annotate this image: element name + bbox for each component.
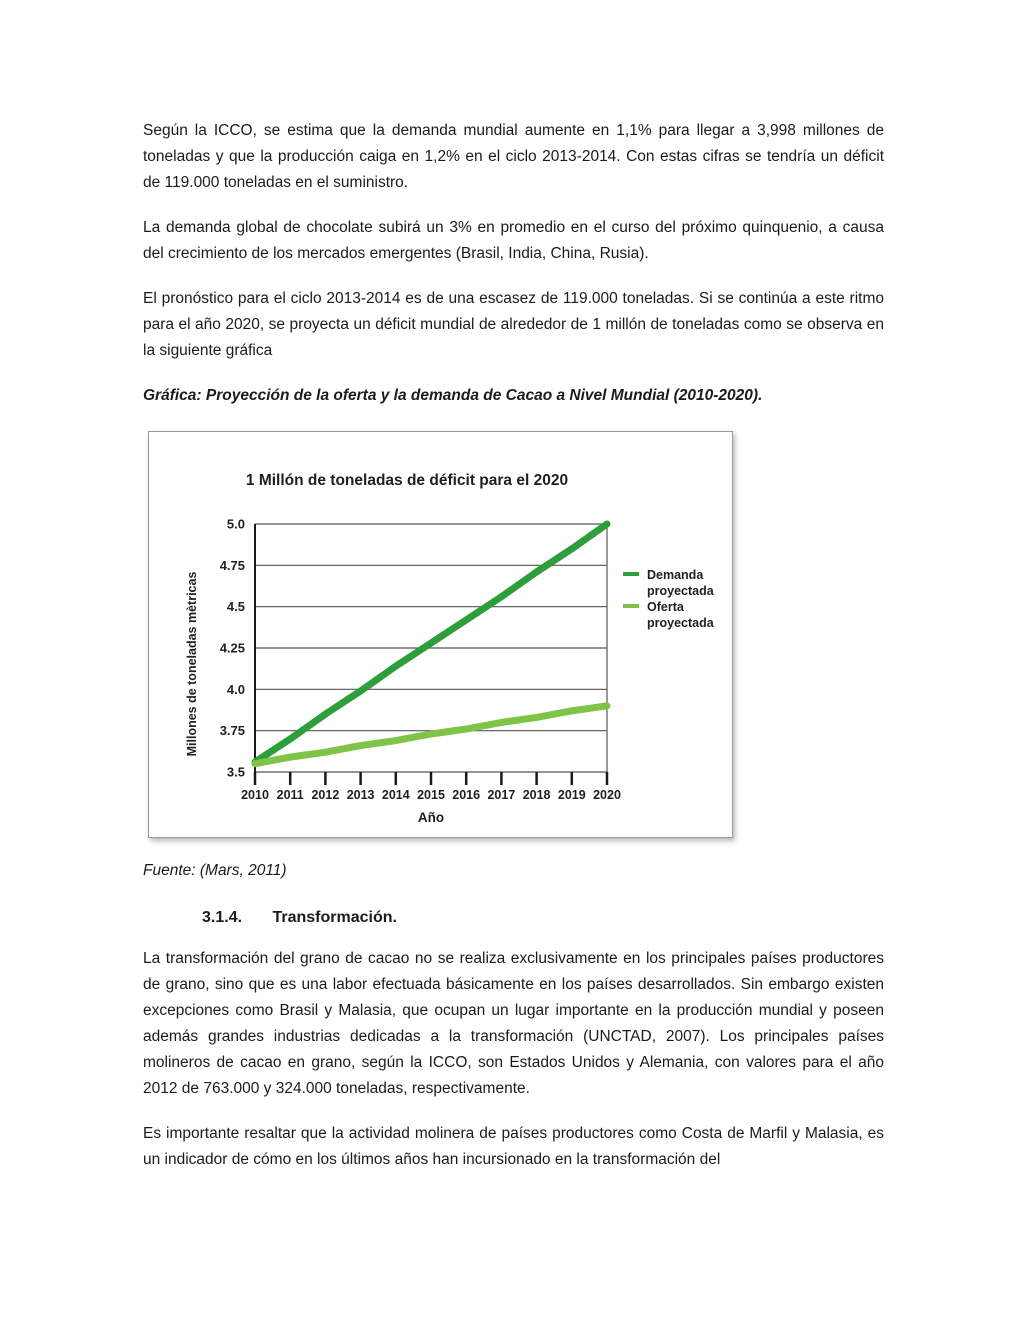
x-tick-label: 2015 — [417, 788, 445, 802]
y-tick-label: 4.5 — [226, 599, 245, 615]
chart-figure — [148, 431, 733, 838]
y-tick-label: 4.75 — [219, 557, 245, 573]
paragraph-transformation: La transformación del grano de cacao no se realiza exclusivamente en los principales países productores de grano, sino que es una labor efectuada básicamente en los países desarrollados. Sin embargo existen excepciones como Brasil y Malasia, que ocupan un lugar importante en la producción mundial y poseen además grandes industrias dedicadas a la transformación (UNCTAD, 2007). Los principales países molineros de cacao en grano, según la ICCO, son Estados Unidos y Alemania, con valores para el año 2012 de 763.000 y 324.000 toneladas, respectivamente. — [143, 950, 884, 1097]
x-tick-label: 2016 — [452, 788, 481, 802]
y-tick-label: 4.25 — [219, 640, 245, 656]
legend-label-demanda: Demanda — [647, 568, 704, 582]
x-tick-label: 2014 — [381, 788, 410, 802]
legend-label-oferta: proyectada — [647, 616, 714, 630]
legend-label-demanda: proyectada — [647, 584, 714, 598]
x-tick-label: 2017 — [487, 788, 516, 802]
y-tick-label: 4.0 — [226, 681, 245, 697]
cocoa-supply-demand-chart — [149, 432, 732, 837]
source-citation: Fuente: (Mars, 2011) — [143, 862, 287, 879]
series-line-oferta — [255, 706, 607, 764]
series-line-demanda — [255, 524, 607, 762]
section-title: Transformación. — [272, 909, 397, 926]
y-axis-label: Millones de toneladas mètricas — [185, 571, 199, 757]
document-content — [143, 118, 884, 1173]
x-tick-label: 2013 — [346, 788, 375, 802]
x-tick-label: 2010 — [241, 788, 269, 802]
chart-title: 1 Millón de toneladas de déficit para el 2020 — [245, 472, 569, 489]
paragraph-deficit-forecast: El pronóstico para el ciclo 2013-2014 es de una escasez de 119.000 toneladas. Si se continúa a este ritmo para el año 2020, se proyecta un déficit mundial de alrededor de 1 millón de toneladas como se observa en la siguiente gráfica — [143, 290, 884, 359]
y-tick-label: 3.75 — [219, 723, 245, 739]
legend-label-oferta: Oferta — [647, 600, 684, 614]
x-axis-label: Año — [417, 810, 445, 825]
paragraph-milling-activity: Es importante resaltar que la actividad molinera de países productores como Costa de Marfil y Malasia, es un indicador de cómo en los últimos años han incursionado en la transformación del — [143, 1125, 884, 1168]
y-tick-label: 3.5 — [226, 764, 245, 780]
x-tick-label: 2018 — [522, 788, 551, 802]
y-tick-label: 5.0 — [226, 516, 245, 532]
section-number: 3.1.4. — [202, 909, 243, 926]
section-heading — [202, 908, 884, 928]
x-tick-label: 2019 — [557, 788, 586, 802]
x-tick-label: 2020 — [593, 788, 621, 802]
chart-caption: Gráfica: Proyección de la oferta y la demanda de Cacao a Nivel Mundial (2010-2020). — [143, 387, 763, 404]
paragraph-chocolate-demand: La demanda global de chocolate subirá un 3% en promedio en el curso del próximo quinquenio, a causa del crecimiento de los mercados emergentes (Brasil, India, China, Rusia). — [143, 219, 884, 262]
x-tick-label: 2011 — [276, 788, 304, 802]
x-tick-label: 2012 — [311, 788, 340, 802]
paragraph-icco-estimate: Según la ICCO, se estima que la demanda mundial aumente en 1,1% para llegar a 3,998 millones de toneladas y que la producción caiga en 1,2% en el ciclo 2013-2014. Con estas cifras se tendría un déficit de 119.000 toneladas en el suministro. — [143, 122, 884, 191]
